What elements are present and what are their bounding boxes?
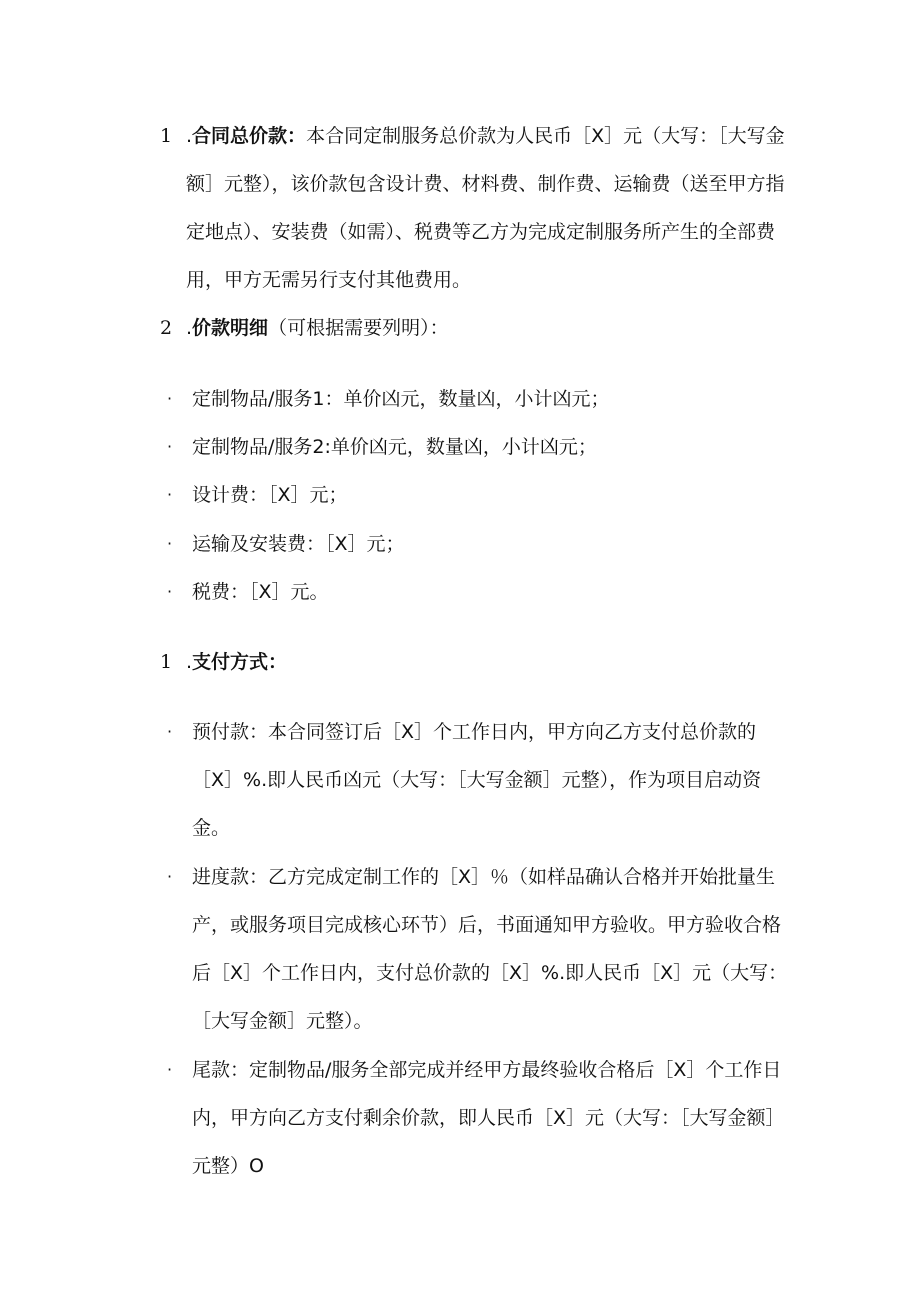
section-number: 1	[160, 125, 173, 147]
section-body: （可根据需要列明）：	[268, 317, 449, 339]
section-price-detail-text: .价款明细（可根据需要列明）：	[186, 317, 449, 339]
list-item-text: 运输及安装费：［X］元；	[192, 533, 405, 555]
bullet-icon: ·	[167, 485, 173, 504]
list-item-text: 尾款：定制物品/服务全部完成并经甲方最终验收合格后［X］个工作日内，甲方向乙方支付剩余价款，即人民币［X］元（大写：［大写金额］元整）O	[192, 1059, 785, 1177]
section-body: 本合同定制服务总价款为人民币［X］元（大写：［大写金额］元整），该价款包含设计费、材料费、制作费、运输费（送至甲方指定地点）、安装费（如需）、税费等乙方为完成定制服务所产生的全部费用，甲方无需另行支付其他费用。	[186, 125, 785, 291]
section-number: 2	[160, 317, 173, 339]
bullet-icon: ·	[167, 1060, 173, 1079]
list-item-text: 设计费：［X］元；	[192, 484, 348, 506]
list-item-text: 定制物品/服务1：单价凶元，数量凶，小计凶元；	[192, 388, 610, 410]
section-title: 合同总价款：	[192, 125, 307, 147]
bullet-icon: ·	[167, 534, 173, 553]
list-item-text: 预付款：本合同签订后［X］个工作日内，甲方向乙方支付总价款的［X］%.即人民币凶元（大写：［大写金额］元整），作为项目启动资金。	[192, 721, 762, 839]
bullet-icon: ·	[167, 867, 173, 886]
list-item-text: 进度款：乙方完成定制工作的［X］％（如样品确认合格并开始批量生产，或服务项目完成核心环节）后，书面通知甲方验收。甲方验收合格后［X］个工作日内，支付总价款的［X］%.即人民币［X］元（大写：［大写金额］元整）。	[192, 866, 788, 1032]
section-number: 1	[160, 651, 173, 673]
list-item-text: 税费：［X］元。	[192, 581, 329, 603]
section-title: 支付方式：	[192, 651, 288, 673]
list-item-text: 定制物品/服务2:单价凶元，数量凶，小计凶元；	[192, 436, 597, 458]
bullet-icon: ·	[167, 437, 173, 456]
bullet-icon: ·	[167, 582, 173, 601]
bullet-icon: ·	[167, 389, 173, 408]
section-total-price-text: .合同总价款：本合同定制服务总价款为人民币［X］元（大写：［大写金额］元整），该价款包含设计费、材料费、制作费、运输费（送至甲方指定地点）、安装费（如需）、税费等乙方为完成定制服务所产生的全部费用，甲方无需另行支付其他费用。	[186, 125, 785, 291]
section-title: 价款明细	[192, 317, 269, 339]
bullet-icon: ·	[167, 722, 173, 741]
section-payment-method-text: .支付方式：	[186, 651, 288, 673]
